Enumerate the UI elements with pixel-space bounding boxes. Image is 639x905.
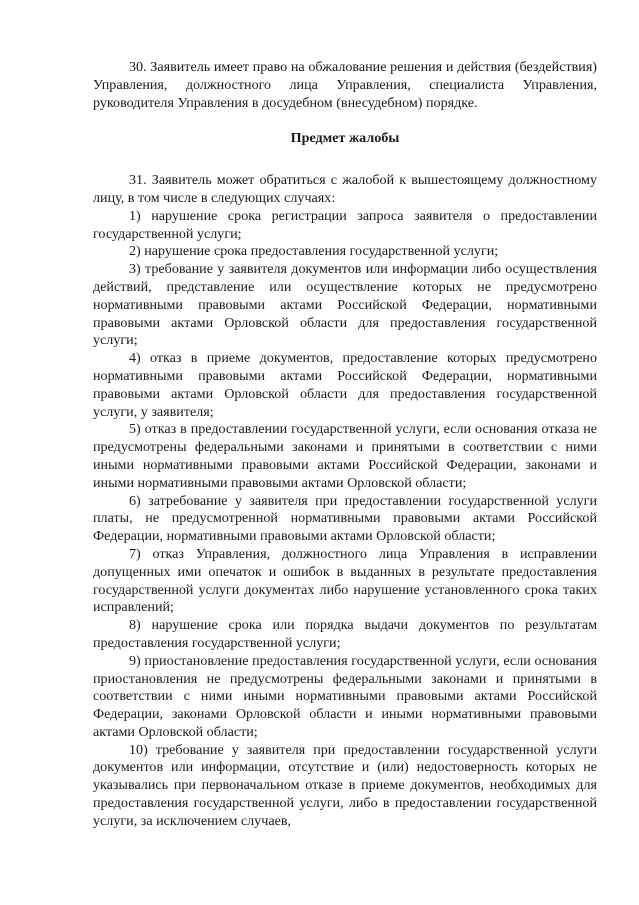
list-item-6: 6) затребование у заявителя при предоставлении государственной услуги платы, не предусмотренной нормативными правовыми актами Российской Федерации, нормативными правовыми актами Орловской области; <box>93 492 597 545</box>
list-item-1: 1) нарушение срока регистрации запроса заявителя о предоставлении государственной услуги; <box>93 207 597 242</box>
document-body <box>93 59 597 831</box>
list-item-10: 10) требование у заявителя при предоставлении государственной услуги документов или информации, отсутствие и (или) недостоверность которых не указывались при первоначальном отказе в приеме документов, необходимых для предоставления государственной услуги, либо в предоставлении государственной услуги, за исключением случаев, <box>93 741 597 829</box>
spacer <box>93 165 597 172</box>
paragraph-30: 30. Заявитель имеет право на обжалование решения и действия (бездействия) Управления, должностного лица Управления, специалиста Управления, руководителя Управления в досудебном (внесудебном) порядке. <box>93 59 597 111</box>
list-item-3: 3) требование у заявителя документов или информации либо осуществления действий, представление или осуществление которых не предусмотрено нормативными правовыми актами Российской Федерации, нормативными правовыми актами Орловской области для предоставления государственной услуги; <box>93 261 597 349</box>
list-item-8: 8) нарушение срока или порядка выдачи документов по результатам предоставления государственной услуги; <box>93 617 597 651</box>
list-item-7: 7) отказ Управления, должностного лица Управления в исправлении допущенных ими опечаток и ошибок в выданных в результате предоставления государственной услуги документах либо нарушение установленного срока таких исправлений; <box>93 545 597 616</box>
list-item-2: 2) нарушение срока предоставления государственной услуги; <box>129 243 499 260</box>
list-item-9: 9) приостановление предоставления государственной услуги, если основания приостановления не предусмотрены федеральными законами и принятыми в соответствии с ними иными нормативными правовыми актами Российской Федерации, законами Орловской области и иными нормативными правовыми актами Орловской области; <box>93 652 597 740</box>
list-item-5: 5) отказ в предоставлении государственной услуги, если основания отказа не предусмотрены федеральными законами и принятыми в соответствии с ними иными нормативными правовыми актами Российской Федерации, законами и иными нормативными правовыми актами Орловской области; <box>93 421 597 491</box>
paragraph-31: 31. Заявитель может обратиться с жалобой к вышестоящему должностному лицу, в том числе в следующих случаях: <box>93 172 597 206</box>
list-item-4: 4) отказ в приеме документов, предоставление которых предусмотрено нормативными правовыми актами Российской Федерации, нормативными правовыми актами Орловской области для предоставления государственной услуги, у заявителя; <box>93 350 597 420</box>
section-heading: Предмет жалобы <box>290 130 400 147</box>
